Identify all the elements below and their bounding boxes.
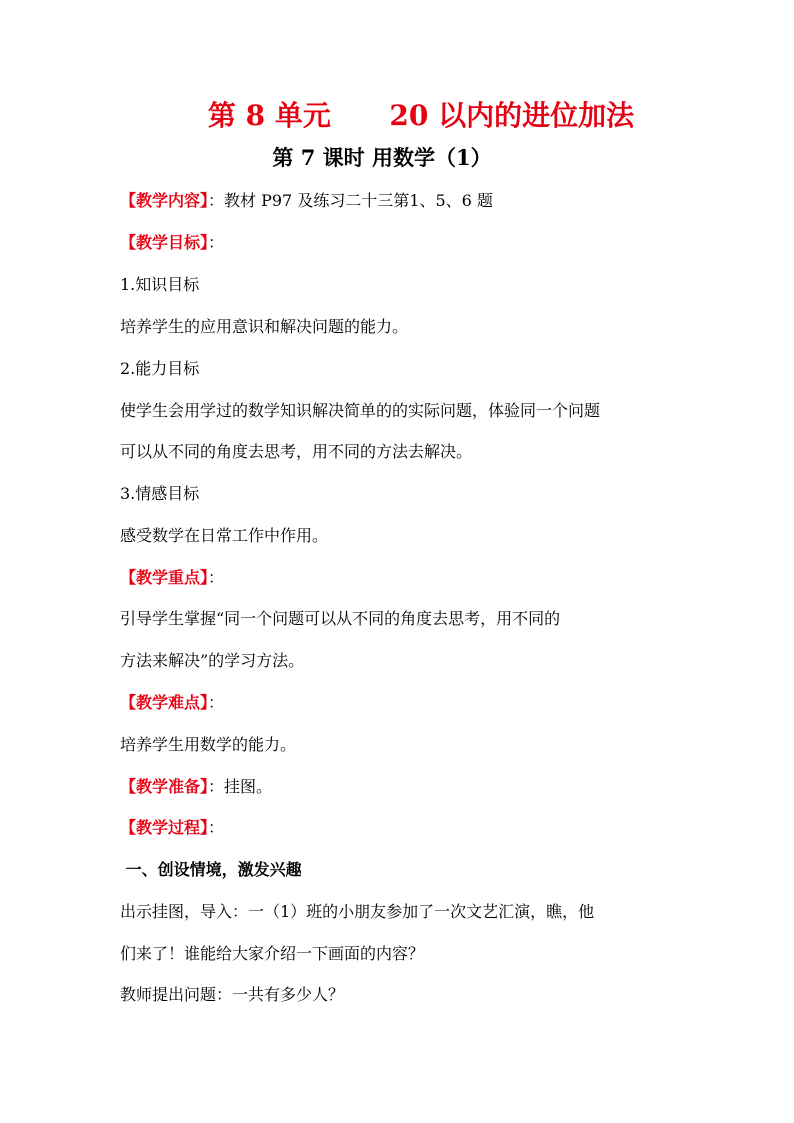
difficulties-label: 【教学难点】 xyxy=(120,693,209,712)
content-label: 【教学内容】 xyxy=(120,191,209,210)
knowledge-heading: 1.知识目标 xyxy=(120,275,200,294)
process-text-3: 教师提出问题：一共有多少人？ xyxy=(120,985,345,1004)
objectives-label: 【教学目标】 xyxy=(120,233,209,252)
unit-title: 第 8 单元 20 以内的进位加法 xyxy=(207,99,635,132)
ability-heading: 2.能力目标 xyxy=(120,359,200,378)
preparation-label: 【教学准备】 xyxy=(120,777,209,796)
process-label: 【教学过程】 xyxy=(120,818,209,837)
content-text: ：教材 P97 及练习二十三第1、5、6 题 xyxy=(208,191,493,210)
process-text-1: 出示挂图，导入：一（1）班的小朋友参加了一次文艺汇演，瞧，他 xyxy=(120,902,595,921)
difficulties-colon: ： xyxy=(208,693,225,712)
process-line xyxy=(120,816,700,840)
preparation-text: ：挂图。 xyxy=(208,777,273,796)
preparation-line xyxy=(120,775,700,799)
ability-text-1: 使学生会用学过的数学知识解决简单的的实际问题，体验同一个问题 xyxy=(120,401,601,420)
difficulties-line xyxy=(120,691,700,715)
knowledge-text: 培养学生的应用意识和解决问题的能力。 xyxy=(120,317,409,336)
key-points-text-1: 引导学生掌握“同一个问题可以从不同的角度去思考，用不同的 xyxy=(120,609,561,628)
objectives-line xyxy=(120,231,700,255)
content-line xyxy=(120,189,700,213)
key-points-label: 【教学重点】 xyxy=(120,568,209,587)
emotion-heading: 3.情感目标 xyxy=(120,484,200,503)
key-points-line xyxy=(120,566,700,590)
ability-text-2: 可以从不同的角度去思考，用不同的方法去解决。 xyxy=(120,442,473,461)
emotion-text: 感受数学在日常工作中作用。 xyxy=(120,526,329,545)
objectives-colon: ： xyxy=(208,233,225,252)
process-section-1: 一、创设情境，激发兴趣 xyxy=(120,860,302,879)
key-points-text-2: 方法来解决”的学习方法。 xyxy=(120,651,305,670)
process-text-2: 们来了！谁能给大家介绍一下画面的内容？ xyxy=(120,944,425,963)
process-colon: ： xyxy=(208,818,225,837)
lesson-subtitle: 第 7 课时 用数学（1） xyxy=(272,145,492,170)
difficulties-text: 培养学生用数学的能力。 xyxy=(120,735,297,754)
key-points-colon: ： xyxy=(208,568,225,587)
